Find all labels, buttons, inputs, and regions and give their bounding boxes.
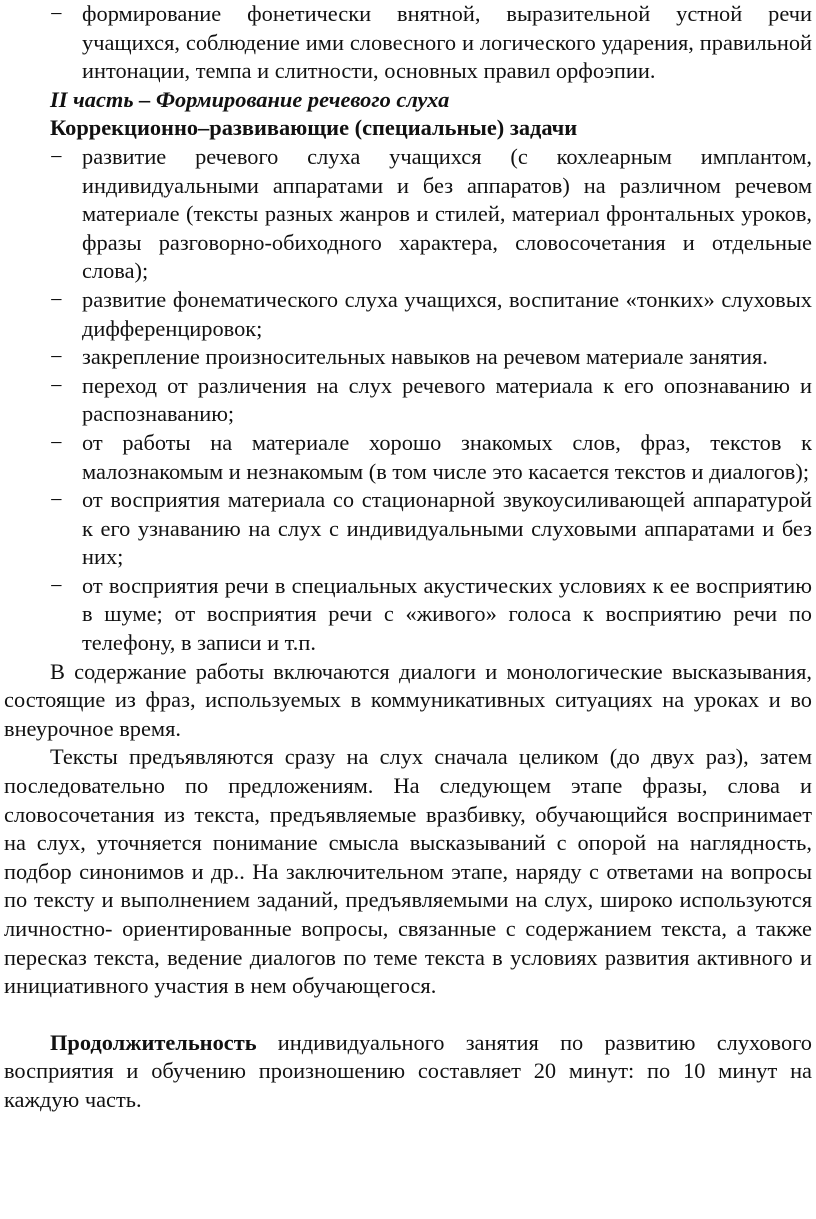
task-text: развитие речевого слуха учащихся (с кохлеарным имплантом, индивидуальными аппаратами и без аппаратов) на различном речевом материале (тексты разных жанров и стилей, материал фронтальных уроков, фразы разговорно-обиходного характера, словосочетания и отдельные слова); — [82, 143, 812, 284]
list-item-text: формирование фонетически внятной, выразительной устной речи учащихся, соблюдение ими словесного и логического ударения, правильной интонации, темпа и слитности, основных правил орфоэпии. — [82, 1, 812, 84]
blank-line — [4, 1001, 812, 1029]
dash-bullet: − — [50, 572, 63, 598]
dash-bullet: − — [50, 1, 63, 26]
task-item — [4, 372, 812, 429]
dash-bullet: − — [50, 429, 63, 455]
task-item — [4, 572, 812, 658]
tasks-title: Коррекционно–развивающие (специальные) задачи — [50, 115, 578, 141]
task-item — [4, 486, 812, 572]
task-text: от восприятия материала со стационарной звукоусиливающей аппаратурой к его узнаванию на слух с индивидуальными слуховыми аппаратами и без них; — [82, 487, 812, 570]
task-text: развитие фонематического слуха учащихся, воспитание «тонких» слуховых дифференцировок; — [82, 286, 812, 341]
dash-bullet: − — [50, 143, 63, 169]
dash-bullet: − — [50, 344, 63, 370]
paragraph-dialogues: В содержание работы включаются диалоги и монологические высказывания, состоящие из фраз, используемых в коммуникативных ситуациях на уроках и во внеурочное время. — [4, 658, 812, 741]
dash-bullet: − — [50, 286, 63, 312]
task-text: закрепление произносительных навыков на речевом материале занятия. — [82, 344, 768, 370]
list-item — [4, 0, 812, 86]
task-text: переход от различения на слух речевого материала к его опознаванию и распознаванию; — [82, 372, 812, 427]
dash-bullet: − — [50, 372, 63, 398]
paragraph-duration — [4, 1029, 812, 1115]
task-text: от восприятия речи в специальных акустических условиях к ее восприятию в шуме; от восприятия речи с «живого» голоса к восприятию речи по телефону, в записи и т.п. — [82, 572, 812, 656]
duration-text: индивидуального занятия по развитию слухового восприятия и обучению произношению составляет 20 минут: по 10 минут на каждую часть. — [4, 1029, 812, 1112]
section-title: II часть – Формирование речевого слуха — [50, 86, 450, 112]
task-item — [4, 143, 812, 286]
task-item — [4, 429, 812, 486]
dash-bullet: − — [50, 487, 63, 513]
task-text: от работы на материале хорошо знакомых слов, фраз, текстов к малознакомым и незнакомым (в том числе это касается текстов и диалогов); — [82, 429, 812, 484]
duration-bold-term: Продолжительность — [50, 1029, 257, 1055]
paragraph-texts: Тексты предъявляются сразу на слух сначала целиком (до двух раз), затем последовательно по предложениям. На следующем этапе фразы, слова и словосочетания из текста, предъявляемые вразбивку, обучающийся воспринимает на слух, уточняется понимание смысла высказываний с опорой на наглядность, подбор синонимов и др.. На заключительном этапе, наряду с ответами на вопросы по тексту и выполнением заданий, предъявляемыми на слух, широко используются личностно- ориентированные вопросы, связанные с содержанием текста, а также пересказ текста, ведение диалогов по теме текста в условиях развития активного и инициативного участия в нем обучающегося. — [4, 744, 812, 999]
task-item — [4, 343, 812, 372]
task-item — [4, 286, 812, 343]
